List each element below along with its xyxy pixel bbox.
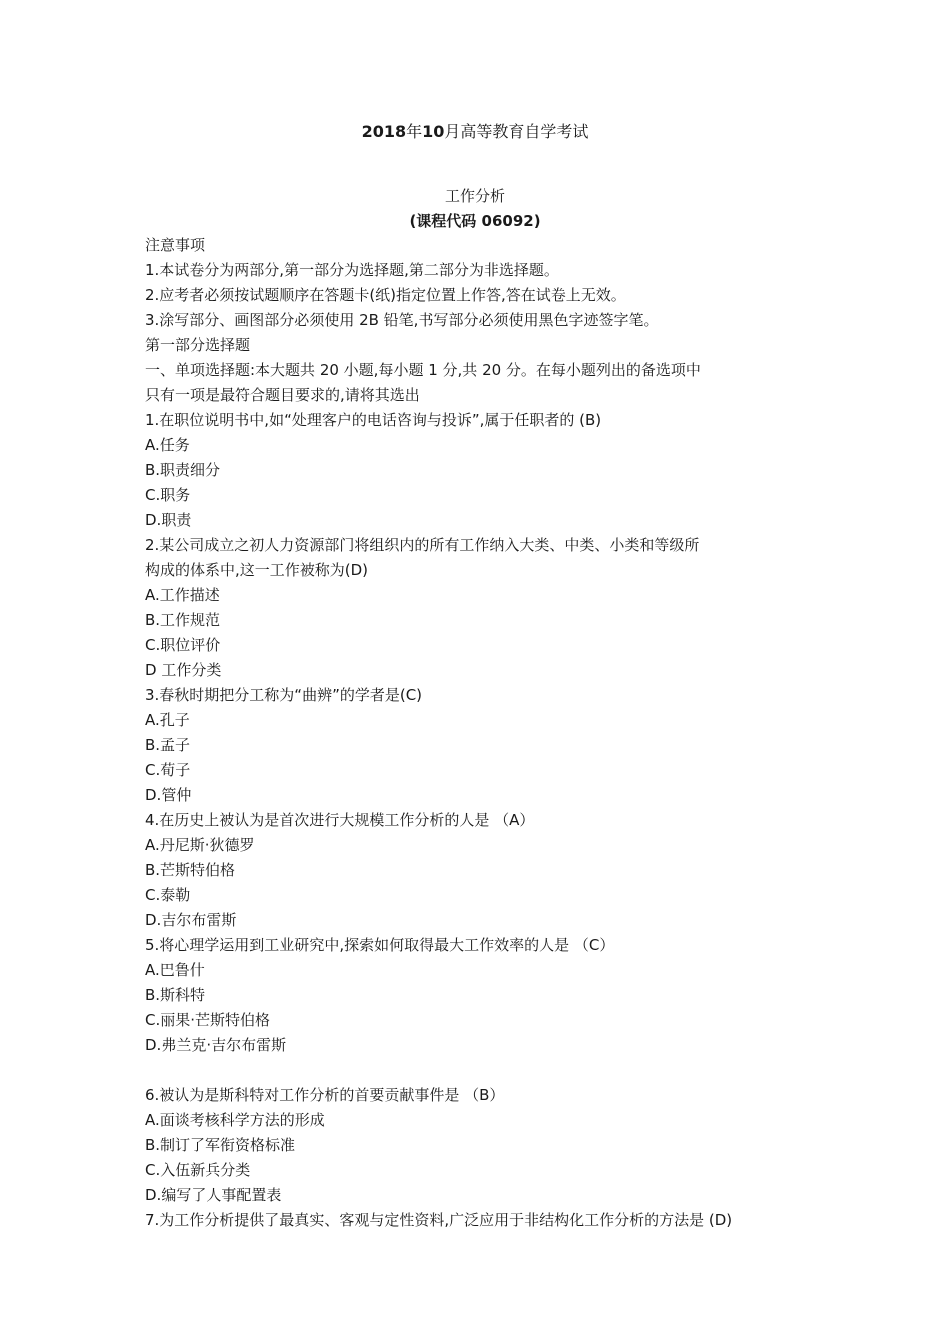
exam-month: 10 (422, 122, 445, 141)
question-stem: 1.在职位说明书中,如“处理客户的电话咨询与投诉”,属于任职者的 (B) (145, 411, 602, 429)
question-option: C.丽果·芒斯特伯格 (145, 1011, 271, 1029)
question-option: D.职责 (145, 511, 192, 529)
exam-title-rest: 月高等教育自学考试 (444, 122, 589, 141)
question-option: D 工作分类 (145, 661, 222, 679)
blank-line (145, 1058, 825, 1083)
question-option: C.职务 (145, 486, 191, 504)
question-option: D.吉尔布雷斯 (145, 911, 237, 929)
notice-item: 2.应考者必须按试题顺序在答题卡(纸)指定位置上作答,答在试卷上无效。 (145, 286, 626, 304)
question-option: B.孟子 (145, 736, 191, 754)
question-option: B.职责细分 (145, 461, 221, 479)
question-stem: 5.将心理学运用到工业研究中,探索如何取得最大工作效率的人是 （C） (145, 936, 615, 954)
subject-title: 工作分析 (444, 187, 505, 205)
question-option: D.编写了人事配置表 (145, 1186, 282, 1204)
course-code: (课程代码 06092) (409, 212, 541, 230)
notice-item: 3.涂写部分、画图部分必须使用 2B 铅笔,书写部分必须使用黑色字迹签字笔。 (145, 311, 659, 329)
question-option: C.泰勒 (145, 886, 191, 904)
document-body (145, 233, 825, 1233)
question-option: A.面谈考核科学方法的形成 (145, 1111, 325, 1129)
question-option: C.职位评价 (145, 636, 221, 654)
question-option: A.工作描述 (145, 586, 220, 604)
question-option: A.孔子 (145, 711, 190, 729)
section-instruction: 一、单项选择题:本大题共 20 小题,每小题 1 分,共 20 分。在每小题列出的备选项中 (145, 361, 701, 379)
question-stem: 构成的体系中,这一工作被称为(D) (145, 561, 369, 579)
question-option: B.制订了军衔资格标准 (145, 1136, 296, 1154)
question-stem: 7.为工作分析提供了最真实、客观与定性资料,广泛应用于非结构化工作分析的方法是 (D) (145, 1211, 733, 1229)
notice-heading: 注意事项 (145, 236, 206, 254)
notice-item: 1.本试卷分为两部分,第一部分为选择题,第二部分为非选择题。 (145, 261, 559, 279)
part-heading: 第一部分选择题 (145, 336, 251, 354)
question-option: B.斯科特 (145, 986, 206, 1004)
question-stem: 4.在历史上被认为是首次进行大规模工作分析的人是 （A） (145, 811, 535, 829)
exam-year: 2018 (361, 122, 407, 141)
question-option: D.管仲 (145, 786, 192, 804)
exam-year-suffix: 年 (406, 122, 423, 141)
section-instruction: 只有一项是最符合题目要求的,请将其选出 (145, 386, 420, 404)
question-stem: 6.被认为是斯科特对工作分析的首要贡献事件是 （B） (145, 1086, 505, 1104)
question-stem: 3.春秋时期把分工称为“曲辨”的学者是(C) (145, 686, 423, 704)
question-option: B.工作规范 (145, 611, 221, 629)
question-option: C.荀子 (145, 761, 191, 779)
question-option: C.入伍新兵分类 (145, 1161, 251, 1179)
question-option: B.芒斯特伯格 (145, 861, 236, 879)
question-option: D.弗兰克·吉尔布雷斯 (145, 1036, 287, 1054)
exam-title (0, 121, 950, 143)
question-option: A.任务 (145, 436, 190, 454)
question-option: A.巴鲁什 (145, 961, 205, 979)
question-option: A.丹尼斯·狄德罗 (145, 836, 255, 854)
question-stem: 2.某公司成立之初人力资源部门将组织内的所有工作纳入大类、中类、小类和等级所 (145, 536, 700, 554)
